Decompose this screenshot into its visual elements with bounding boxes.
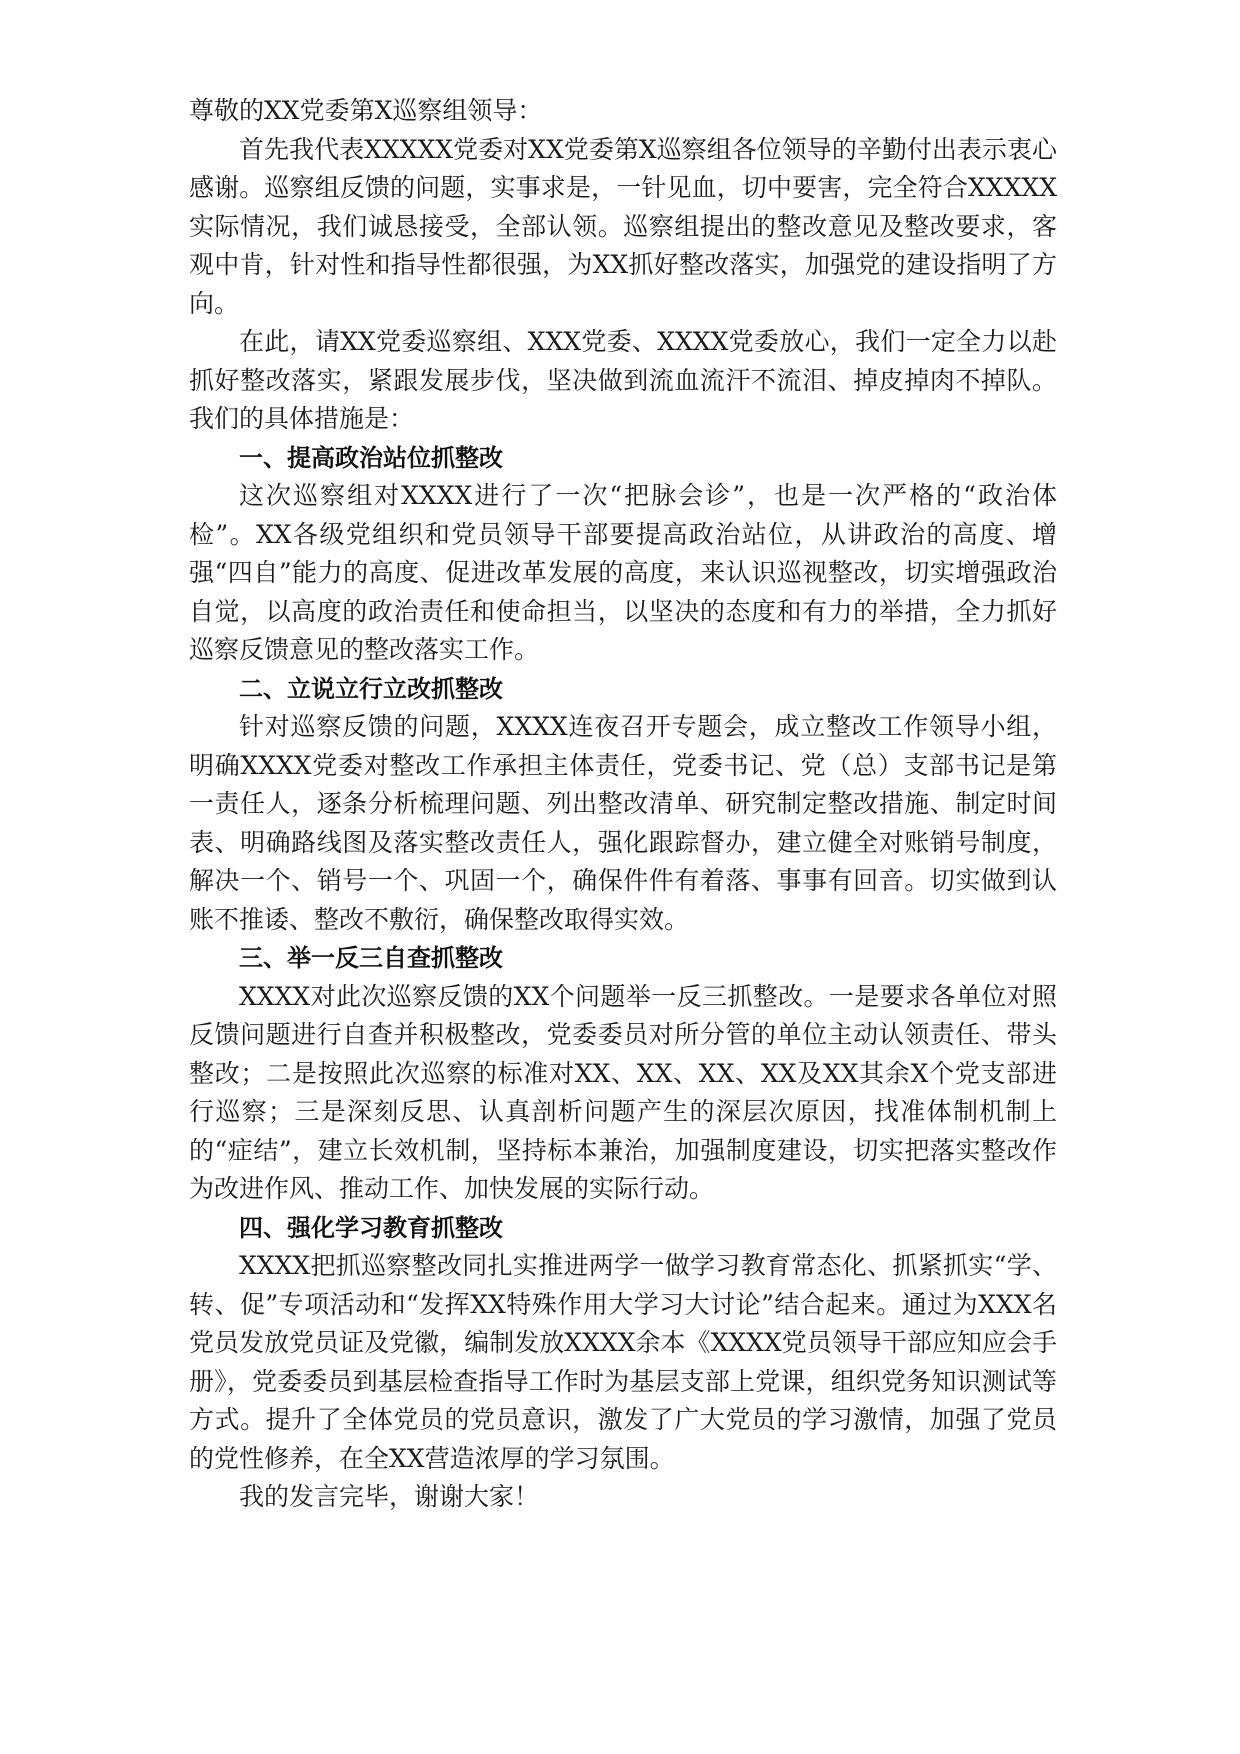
section-heading: 一、提高政治站位抓整改 [239, 443, 503, 472]
document-body [189, 92, 1057, 1517]
section-paragraph: 这次巡察组对XXXX进行了一次“把脉会诊”，也是一次严格的“政治体检”。XX各级党组织和党员领导干部要提高政治站位，从讲政治的高度、增强“四自”能力的高度、促进改革发展的高度，来认识巡视整改，切实增强政治自觉，以高度的政治责任和使命担当，以坚决的态度和有力的举措，全力抓好巡察反馈意见的整改落实工作。 [189, 481, 1057, 664]
salutation: 尊敬的XX党委第X巡察组领导： [189, 96, 543, 125]
section-heading: 三、举一反三自查抓整改 [239, 944, 503, 972]
section-paragraph: 针对巡察反馈的问题，XXXX连夜召开专题会，成立整改工作领导小组，明确XXXX党委对整改工作承担主体责任，党委书记、党（总）支部书记是第一责任人，逐条分析梳理问题、列出整改清单、研究制定整改措施、制定时间表、明确路线图及落实整改责任人，强化跟踪督办，建立健全对账销号制度，解决一个、销号一个、巩固一个，确保件件有着落、事事有回音。切实做到认账不推诿、整改不敷衍，确保整改取得实效。 [189, 712, 1057, 934]
section-heading: 二、立说立行立改抓整改 [239, 674, 503, 703]
section-paragraph: XXXX把抓巡察整改同扎实推进两学一做学习教育常态化、抓紧抓实“学、转、促”专项活动和“发挥XX特殊作用大学习大讨论”结合起来。通过为XXX名党员发放党员证及党徽，编制发放XXXX余本《XXXX党员领导干部应知应会手册》，党委委员到基层检查指导工作时为基层支部上党课，组织党务知识测试等方式。提升了全体党员的党员意识，激发了广大党员的学习激情，加强了党员的党性修养，在全XX营造浓厚的学习氛围。 [189, 1251, 1057, 1473]
section-heading: 四、强化学习教育抓整改 [239, 1213, 503, 1242]
intro-paragraph: 首先我代表XXXXX党委对XX党委第X巡察组各位领导的辛勤付出表示衷心感谢。巡察组反馈的问题，实事求是，一针见血，切中要害，完全符合XXXXX实际情况，我们诚恳接受，全部认领。巡察组提出的整改意见及整改要求，客观中肯，针对性和指导性都很强，为XX抓好整改落实，加强党的建设指明了方向。 [189, 134, 1057, 318]
closing-paragraph: 我的发言完毕，谢谢大家！ [239, 1482, 540, 1511]
section-paragraph: XXXX对此次巡察反馈的XX个问题举一反三抓整改。一是要求各单位对照反馈问题进行自查并积极整改，党委委员对所分管的单位主动认领责任、带头整改；二是按照此次巡察的标准对XX、XX、XX、XX及XX其余X个党支部进行巡察；三是深刻反思、认真剖析问题产生的深层次原因，找准体制机制上的“症结”，建立长效机制，坚持标本兼治，加强制度建设，切实把落实整改作为改进作风、推动工作、加快发展的实际行动。 [189, 981, 1057, 1203]
pledge-paragraph: 在此，请XX党委巡察组、XXX党委、XXXX党委放心，我们一定全力以赴抓好整改落实，紧跟发展步伐，坚决做到流血流汗不流泪、掉皮掉肉不掉队。我们的具体措施是： [189, 327, 1057, 433]
